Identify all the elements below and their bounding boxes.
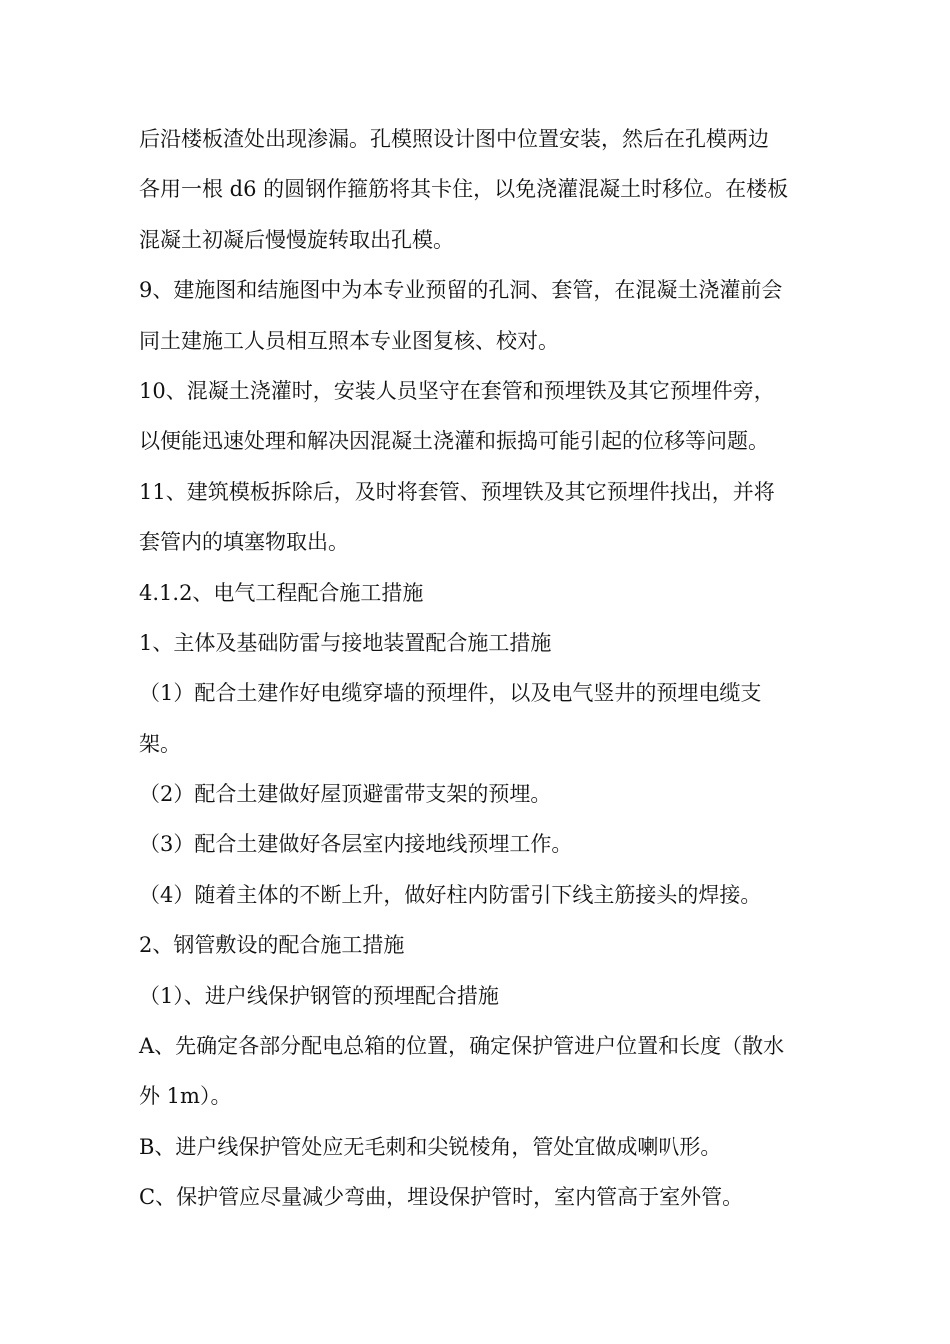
- text-line: （1）配合土建作好电缆穿墙的预埋件，以及电气竖井的预埋电缆支: [139, 681, 762, 706]
- text-line: A、先确定各部分配电总箱的位置，确定保护管进户位置和长度（散水: [139, 1034, 785, 1059]
- subsection-heading: 2、钢管敷设的配合施工措施: [139, 933, 405, 958]
- text-line: 同土建施工人员相互照本专业图复核、校对。: [139, 328, 559, 353]
- subsection-heading: 1、主体及基础防雷与接地装置配合施工措施: [139, 630, 552, 655]
- text-line: 套管内的填塞物取出。: [139, 530, 349, 555]
- text-line: 以便能迅速处理和解决因混凝土浇灌和振捣可能引起的位移等问题。: [139, 429, 769, 454]
- text-line: C、保护管应尽量减少弯曲，埋设保护管时，室内管高于室外管。: [139, 1185, 744, 1210]
- section-heading: 4.1.2、电气工程配合施工措施: [139, 580, 424, 605]
- text-line: （3）配合土建做好各层室内接地线预埋工作。: [139, 832, 573, 857]
- text-line: 后沿楼板渣处出现渗漏。孔模照设计图中位置安装，然后在孔模两边: [139, 127, 769, 151]
- text-line: （1）、进户线保护钢管的预埋配合措施: [139, 983, 499, 1008]
- text-line: （4）随着主体的不断上升，做好柱内防雷引下线主筋接头的焊接。: [139, 882, 762, 907]
- text-line: 架。: [139, 731, 181, 756]
- text-line: 10、混凝土浇灌时，安装人员坚守在套管和预埋铁及其它预埋件旁，: [139, 378, 775, 403]
- text-line: B、进户线保护管处应无毛刺和尖锐棱角，管处宜做成喇叭形。: [139, 1134, 722, 1159]
- text-line: 混凝土初凝后慢慢旋转取出孔模。: [139, 227, 454, 252]
- document-body: [139, 114, 839, 1223]
- text-line: 11、建筑模板拆除后，及时将套管、预埋铁及其它预埋件找出，并将: [139, 479, 775, 504]
- text-line: （2）配合土建做好屋顶避雷带支架的预埋。: [139, 782, 552, 807]
- text-line: 各用一根 d6 的圆钢作箍筋将其卡住，以免浇灌混凝土时移位。在楼板: [139, 177, 789, 202]
- text-line: 9、建施图和结施图中为本专业预留的孔洞、套管，在混凝土浇灌前会: [139, 278, 783, 303]
- text-line: 外 1m）。: [139, 1084, 232, 1109]
